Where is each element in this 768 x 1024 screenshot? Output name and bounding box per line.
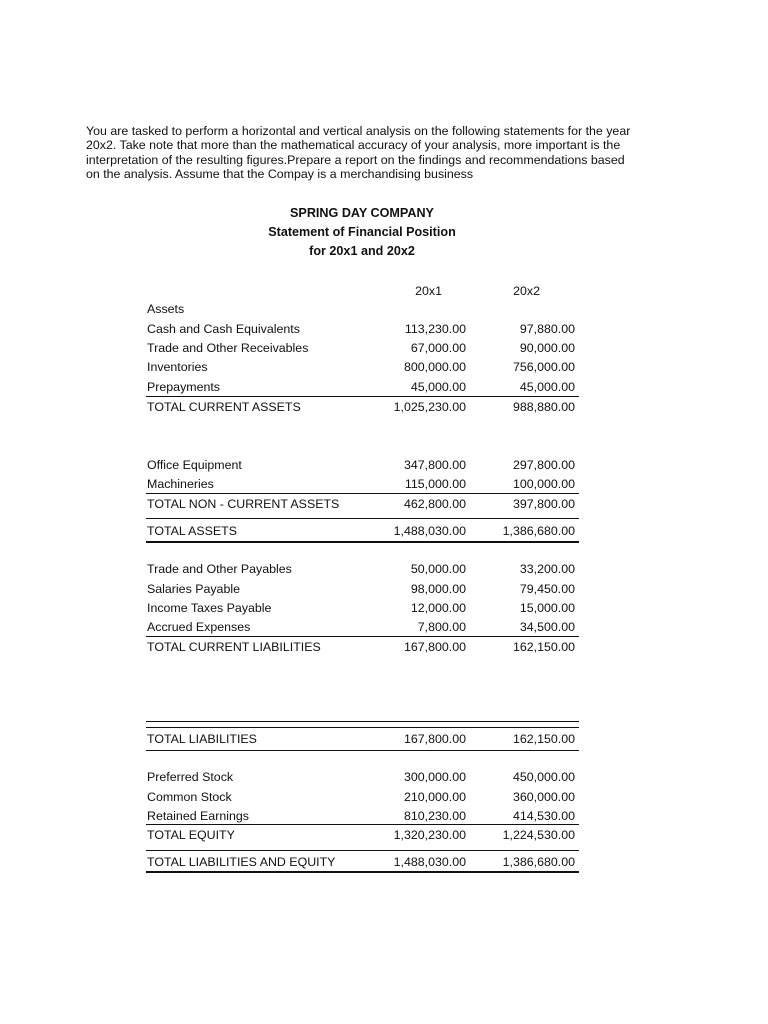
total-row-label: TOTAL NON - CURRENT ASSETS bbox=[147, 497, 340, 511]
row-value-20x2: 450,000.00 bbox=[512, 770, 575, 784]
row-value-20x2: 360,000.00 bbox=[512, 790, 575, 804]
statement-period: for 20x1 and 20x2 bbox=[309, 244, 415, 258]
row-value-20x1: 12,000.00 bbox=[410, 601, 466, 615]
row-value-20x1: 800,000.00 bbox=[403, 360, 466, 374]
total-row-label: TOTAL LIABILITIES AND EQUITY bbox=[147, 855, 336, 869]
total-row-value-20x1: 1,320,230.00 bbox=[393, 828, 466, 842]
instructions-line: You are tasked to perform a horizontal and vertical analysis on the following statements for the year bbox=[86, 124, 631, 138]
row-value-20x2: 756,000.00 bbox=[512, 360, 575, 374]
underline-rule bbox=[146, 518, 579, 519]
total-row-value-20x1: 1,488,030.00 bbox=[393, 524, 466, 538]
row-label: Cash and Cash Equivalents bbox=[147, 322, 300, 336]
section-assets-label: Assets bbox=[147, 302, 185, 316]
total-row-label: TOTAL EQUITY bbox=[147, 828, 235, 842]
total-row-label: TOTAL LIABILITIES bbox=[147, 732, 257, 746]
total-row-value-20x2: 988,880.00 bbox=[512, 400, 575, 414]
total-row-value-20x2: 397,800.00 bbox=[512, 497, 575, 511]
total-row-value-20x1: 462,800.00 bbox=[403, 497, 466, 511]
row-value-20x2: 297,800.00 bbox=[512, 458, 575, 472]
instructions-line: on the analysis. Assume that the Compay is a merchandising business bbox=[86, 166, 474, 181]
total-row-value-20x1: 1,488,030.00 bbox=[393, 855, 466, 869]
row-label: Office Equipment bbox=[147, 458, 242, 472]
total-row-value-20x1: 167,800.00 bbox=[403, 732, 466, 746]
row-value-20x1: 300,000.00 bbox=[403, 770, 466, 784]
total-row-value-20x1: 167,800.00 bbox=[403, 640, 466, 654]
row-label: Retained Earnings bbox=[147, 809, 249, 823]
row-value-20x1: 810,230.00 bbox=[403, 809, 466, 823]
double-underline-rule bbox=[146, 871, 579, 873]
row-value-20x2: 414,530.00 bbox=[512, 809, 575, 823]
underline-rule bbox=[146, 727, 579, 728]
row-label: Salaries Payable bbox=[147, 582, 240, 596]
row-value-20x1: 7,800.00 bbox=[417, 620, 466, 634]
row-label: Inventories bbox=[147, 360, 208, 374]
instructions-line: interpretation of the resulting figures.Prepare a report on the findings and recommendations based bbox=[86, 152, 625, 167]
total-row-label: TOTAL CURRENT LIABILITIES bbox=[147, 640, 321, 654]
row-value-20x1: 50,000.00 bbox=[410, 562, 466, 576]
underline-rule bbox=[146, 850, 579, 851]
row-value-20x2: 97,880.00 bbox=[519, 322, 575, 336]
row-value-20x1: 210,000.00 bbox=[403, 790, 466, 804]
total-row-value-20x2: 162,150.00 bbox=[512, 732, 575, 746]
instructions-paragraph bbox=[86, 124, 686, 181]
total-row-value-20x2: 1,386,680.00 bbox=[502, 524, 575, 538]
company-name: SPRING DAY COMPANY bbox=[290, 206, 434, 220]
column-header-20x2: 20x2 bbox=[513, 284, 540, 298]
row-value-20x2: 79,450.00 bbox=[519, 582, 575, 596]
underline-rule bbox=[146, 396, 579, 397]
statement-title: Statement of Financial Position bbox=[268, 225, 456, 239]
row-label: Accrued Expenses bbox=[147, 620, 251, 634]
row-value-20x1: 113,230.00 bbox=[404, 322, 466, 336]
underline-rule bbox=[146, 750, 579, 751]
row-label: Prepayments bbox=[147, 380, 221, 394]
underline-rule bbox=[146, 493, 579, 494]
row-value-20x2: 34,500.00 bbox=[519, 620, 575, 634]
row-label: Preferred Stock bbox=[147, 770, 234, 784]
total-row-value-20x2: 1,224,530.00 bbox=[502, 828, 575, 842]
total-row-label: TOTAL ASSETS bbox=[147, 524, 237, 538]
total-row-label: TOTAL CURRENT ASSETS bbox=[147, 400, 301, 414]
total-row-value-20x2: 1,386,680.00 bbox=[502, 855, 575, 869]
row-value-20x2: 33,200.00 bbox=[519, 562, 575, 576]
row-value-20x1: 45,000.00 bbox=[410, 380, 466, 394]
row-label: Common Stock bbox=[147, 790, 232, 804]
underline-rule bbox=[146, 824, 579, 825]
column-header-20x1: 20x1 bbox=[415, 284, 442, 298]
total-row-value-20x1: 1,025,230.00 bbox=[393, 400, 466, 414]
row-value-20x1: 115,000.00 bbox=[404, 477, 466, 491]
underline-rule bbox=[146, 721, 579, 722]
row-value-20x2: 45,000.00 bbox=[519, 380, 575, 394]
total-row-value-20x2: 162,150.00 bbox=[512, 640, 575, 654]
row-label: Machineries bbox=[147, 477, 214, 491]
row-value-20x2: 15,000.00 bbox=[519, 601, 575, 615]
row-label: Income Taxes Payable bbox=[147, 601, 272, 615]
row-value-20x2: 100,000.00 bbox=[512, 477, 575, 491]
underline-rule bbox=[146, 636, 579, 637]
row-value-20x1: 347,800.00 bbox=[403, 458, 466, 472]
row-label: Trade and Other Payables bbox=[147, 562, 292, 576]
row-value-20x1: 67,000.00 bbox=[410, 341, 466, 355]
instructions-line: 20x2. Take note that more than the mathematical accuracy of your analysis, more important is the bbox=[86, 138, 621, 153]
row-label: Trade and Other Receivables bbox=[147, 341, 309, 355]
row-value-20x1: 98,000.00 bbox=[410, 582, 466, 596]
row-value-20x2: 90,000.00 bbox=[519, 341, 575, 355]
double-underline-rule bbox=[146, 541, 579, 543]
